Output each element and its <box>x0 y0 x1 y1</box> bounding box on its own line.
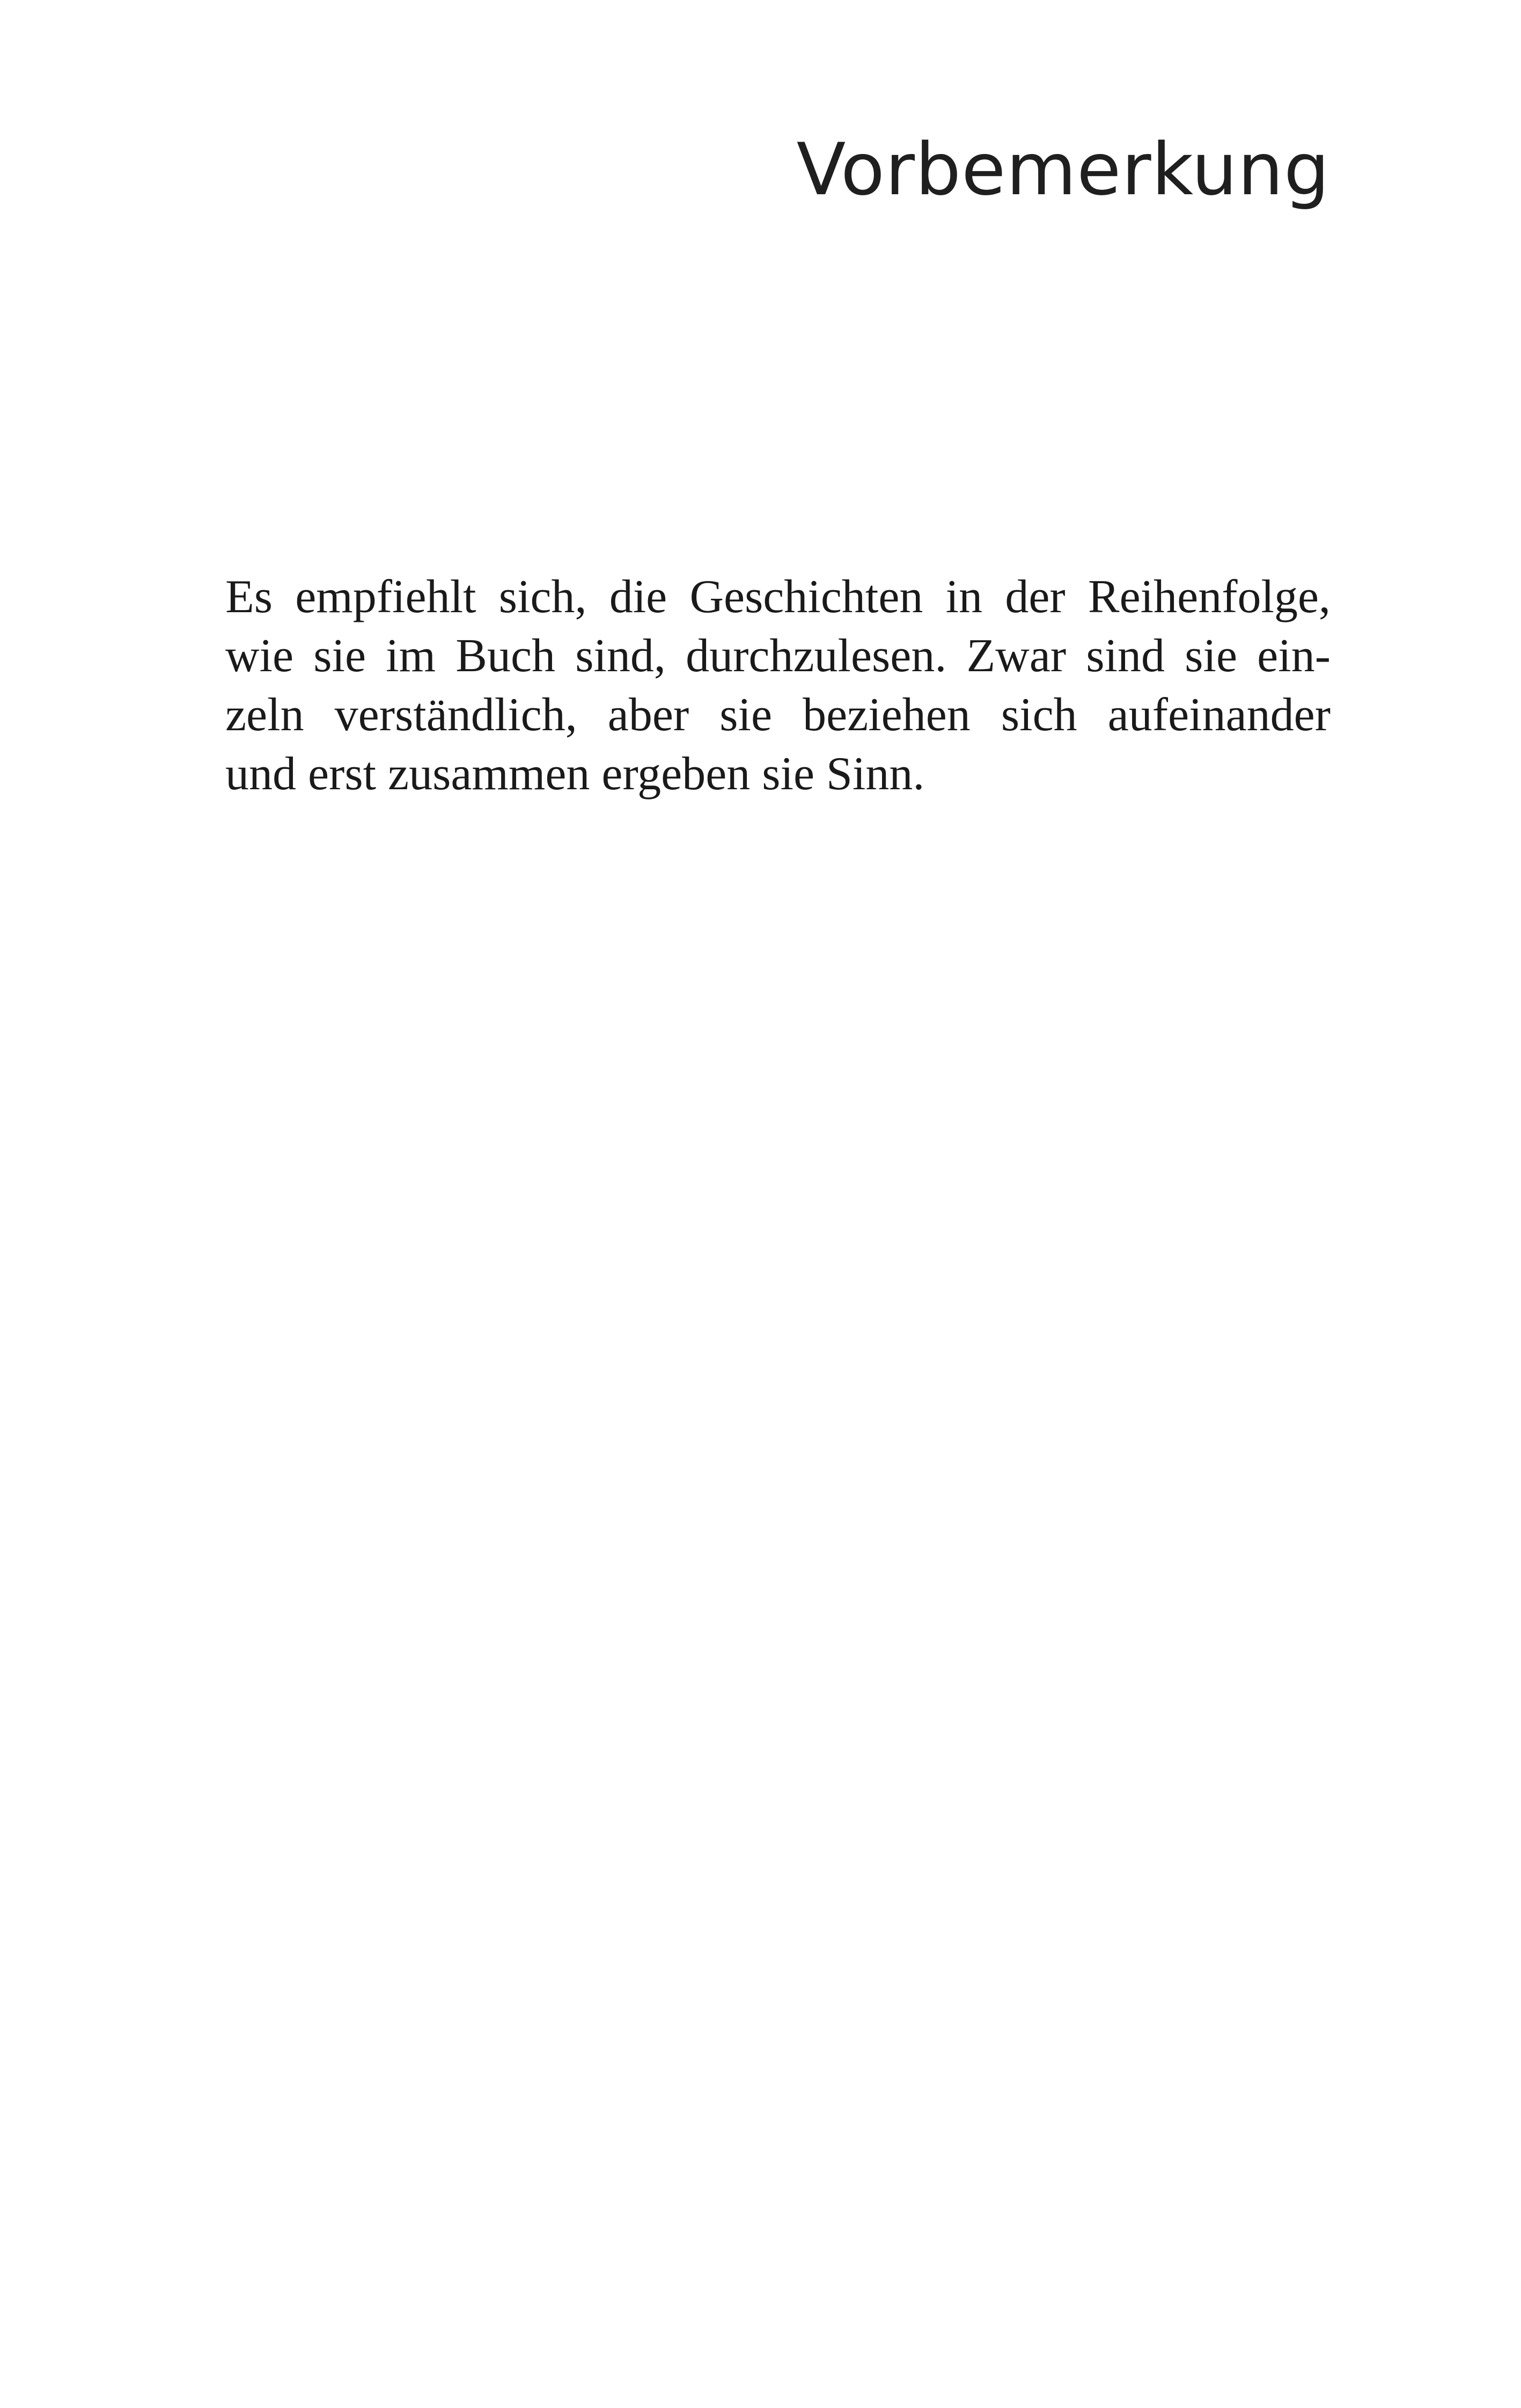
paragraph-line: wie sie im Buch sind, durchzulesen. Zwar sind sie ein- <box>225 630 1331 682</box>
paragraph-line: Es empfiehlt sich, die Geschichten in der Reihenfolge, <box>225 571 1331 623</box>
page-title: Vorbemerkung <box>796 128 1330 211</box>
paragraph-line: zeln verständlich, aber sie beziehen sich aufeinander <box>225 689 1331 741</box>
preface-paragraph <box>225 568 1331 804</box>
paragraph-line: und erst zusammen ergeben sie Sinn. <box>225 748 925 800</box>
